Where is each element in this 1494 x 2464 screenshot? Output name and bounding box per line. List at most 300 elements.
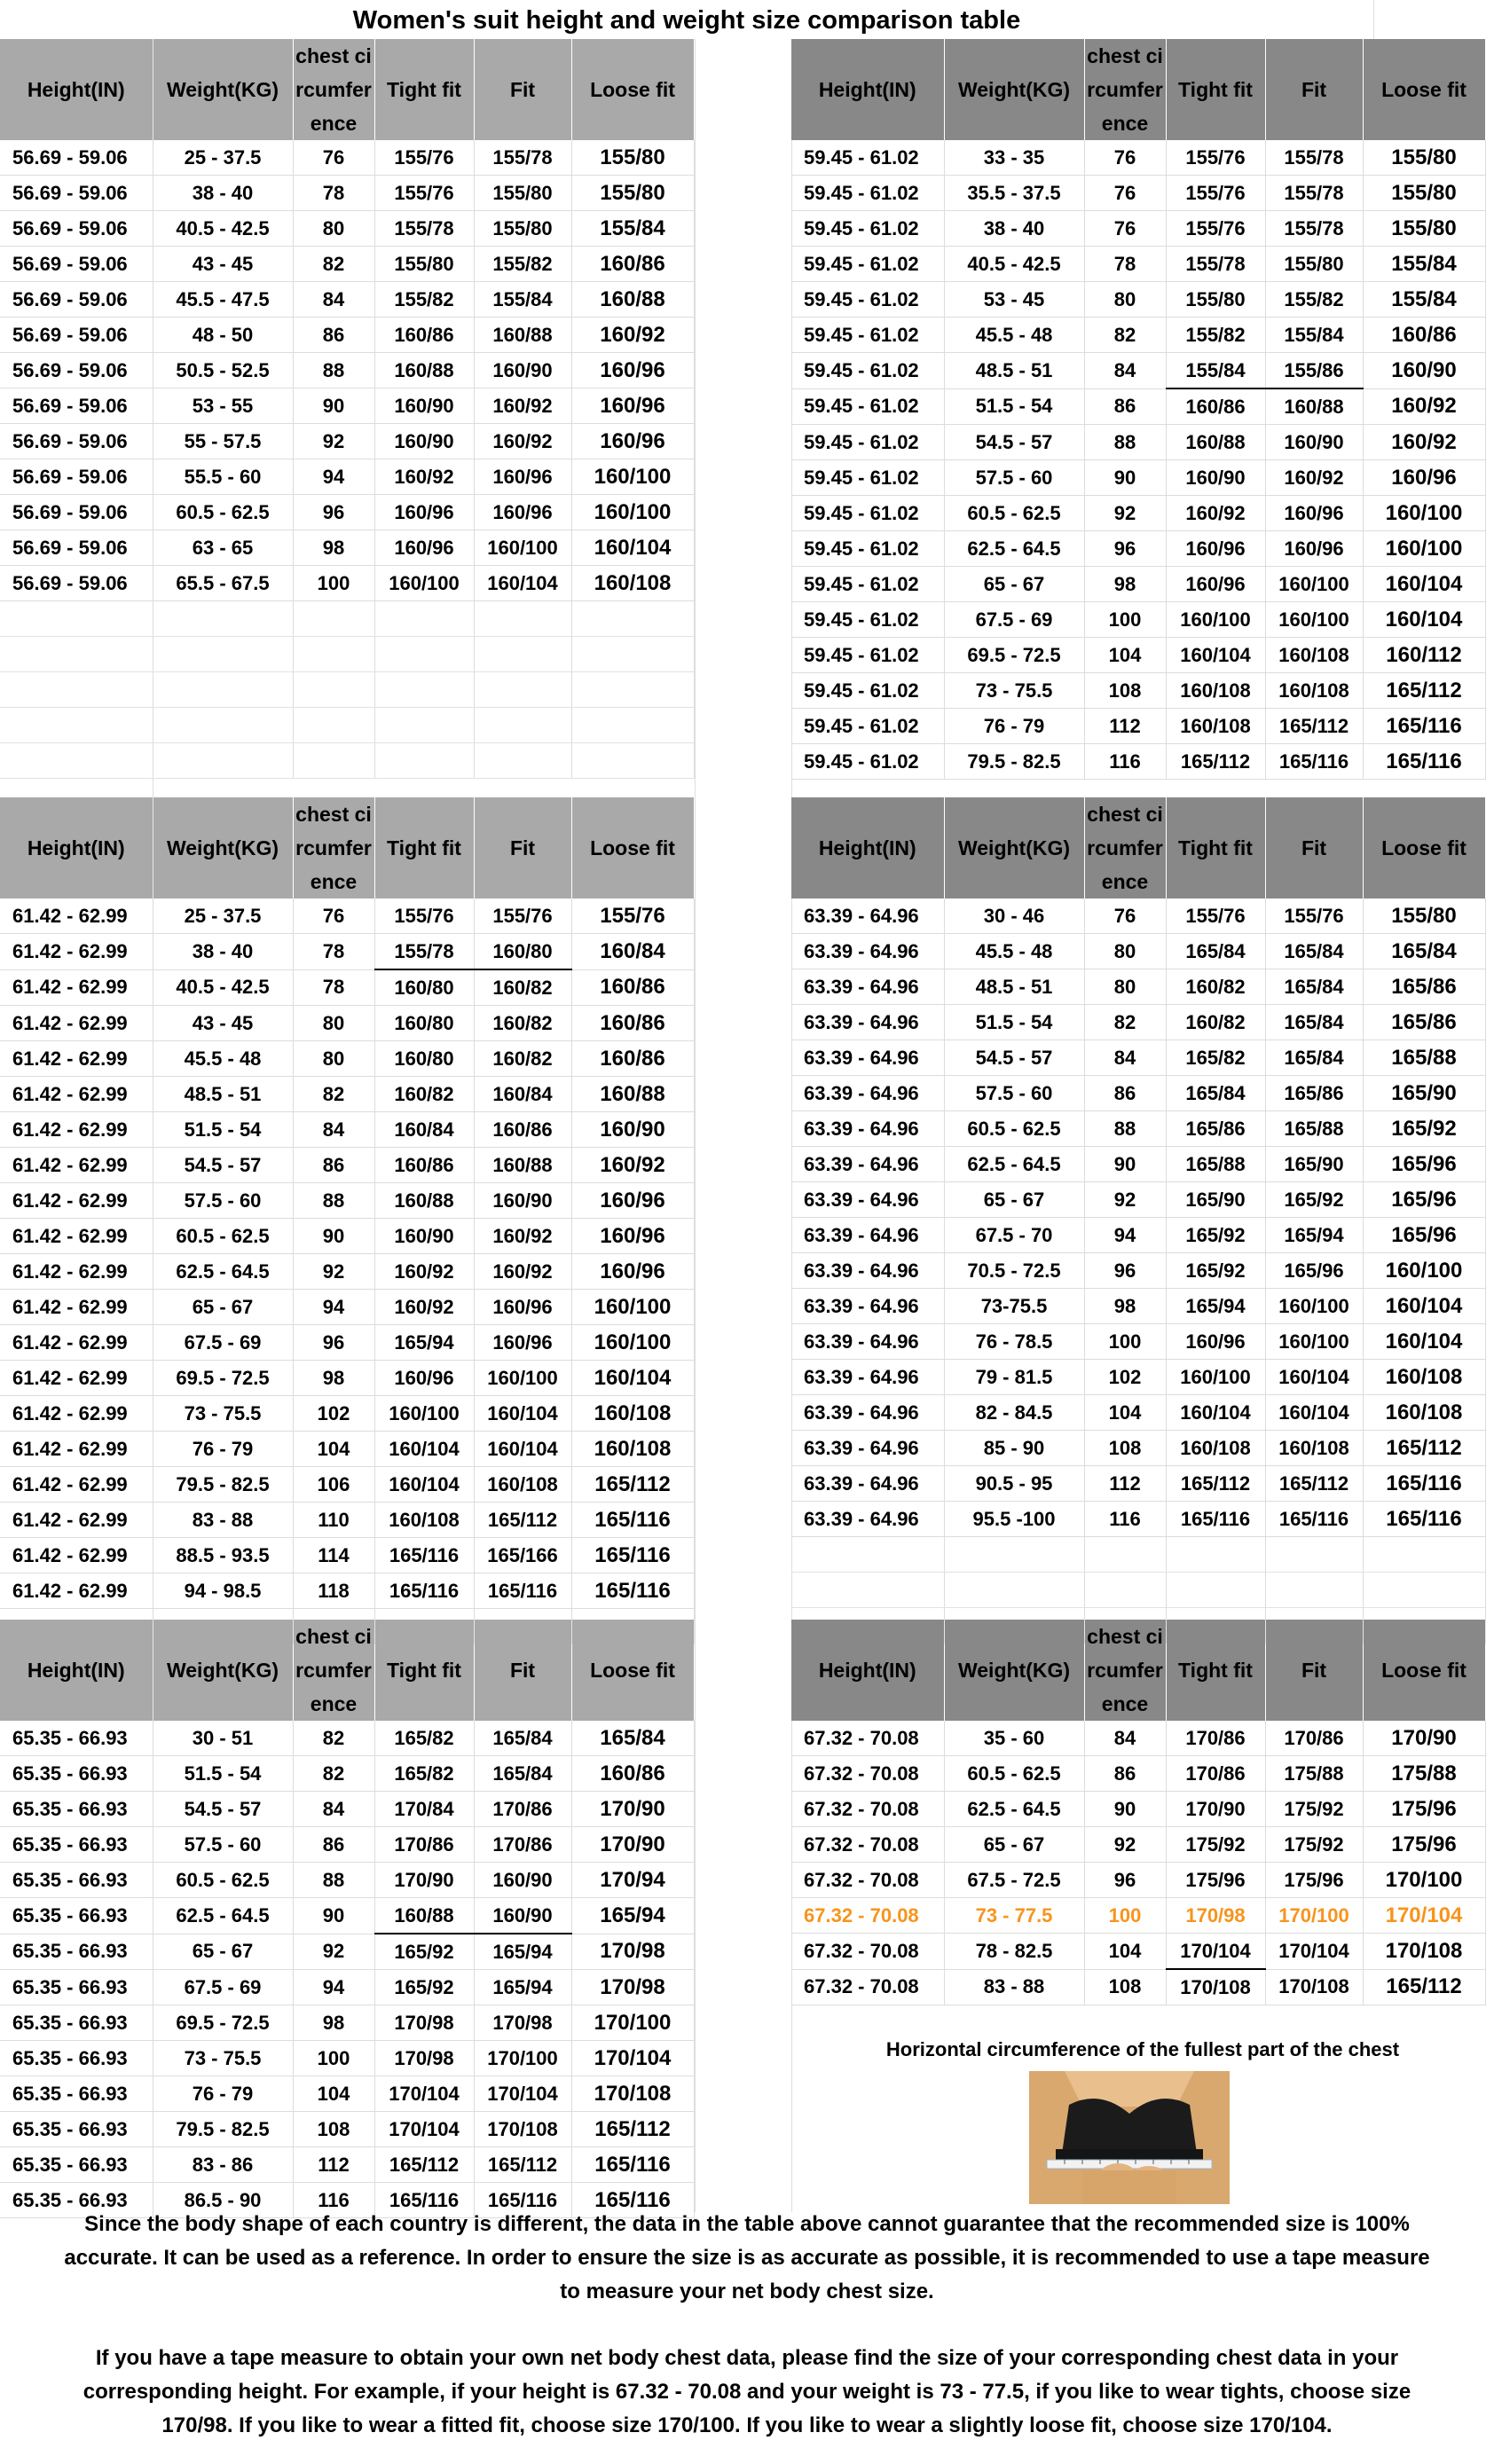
size-table-61-42 <box>0 797 695 1644</box>
table-row <box>791 1040 1485 1076</box>
tight-fit-cell: 165/82 <box>374 1721 474 1756</box>
empty-cell <box>571 672 694 708</box>
chest-cell: 116 <box>1084 744 1166 780</box>
height-cell: 67.32 - 70.08 <box>791 1756 944 1792</box>
weight-cell: 60.5 - 62.5 <box>153 1219 293 1254</box>
weight-cell: 76 - 79 <box>153 2076 293 2112</box>
height-cell: 67.32 - 70.08 <box>791 1721 944 1756</box>
fit-cell: 160/82 <box>474 1006 571 1041</box>
height-cell: 59.45 - 61.02 <box>791 388 944 425</box>
size-table-59-45 <box>791 39 1486 780</box>
loose-fit-cell: 165/116 <box>571 1503 694 1538</box>
loose-fit-cell: 165/96 <box>1363 1218 1485 1253</box>
tight-fit-cell: 160/96 <box>1166 567 1265 602</box>
loose-fit-cell: 170/108 <box>571 2076 694 2112</box>
height-cell: 65.35 - 66.93 <box>0 1792 153 1827</box>
loose-fit-cell: 165/86 <box>1363 1005 1485 1040</box>
height-cell: 63.39 - 64.96 <box>791 1502 944 1537</box>
height-cell: 56.69 - 59.06 <box>0 282 153 318</box>
empty-cell <box>0 601 153 637</box>
loose-fit-cell: 160/100 <box>1363 531 1485 567</box>
weight-cell: 40.5 - 42.5 <box>153 969 293 1006</box>
empty-cell <box>474 743 571 779</box>
chest-header-line: chest ci <box>1087 803 1163 826</box>
weight-cell: 62.5 - 64.5 <box>153 1898 293 1934</box>
chest-cell: 82 <box>293 247 374 282</box>
table-header-row <box>0 797 694 898</box>
table-row <box>0 969 694 1006</box>
note-line: corresponding height. For example, if your height is 67.32 - 70.08 and your weight is 73 - 77.5, if you like to wear tights, choose size <box>83 2380 1411 2404</box>
fit-cell: 160/108 <box>474 1467 571 1503</box>
page-title: Women's suit height and weight size comparison table <box>352 6 1021 35</box>
table-row <box>791 353 1485 389</box>
tight-fit-cell: 170/84 <box>374 1792 474 1827</box>
chest-cell: 82 <box>293 1756 374 1792</box>
height-cell: 63.39 - 64.96 <box>791 1431 944 1466</box>
chest-cell: 116 <box>293 2183 374 2218</box>
empty-cell <box>571 637 694 672</box>
tight-fit-cell: 160/88 <box>374 353 474 388</box>
empty-cell <box>791 1537 944 1573</box>
table-row <box>791 460 1485 496</box>
tight-fit-cell: 170/104 <box>374 2076 474 2112</box>
fit-cell: 160/92 <box>474 1254 571 1290</box>
fit-cell: 160/108 <box>1265 638 1363 673</box>
loose-fit-cell: 160/86 <box>571 247 694 282</box>
table-row <box>0 353 694 388</box>
column-header-weight: Weight(KG) <box>153 1620 293 1721</box>
weight-cell: 67.5 - 69 <box>153 1970 293 2005</box>
height-cell: 61.42 - 62.99 <box>0 1148 153 1183</box>
weight-cell: 51.5 - 54 <box>153 1756 293 1792</box>
tight-fit-cell: 155/78 <box>374 211 474 247</box>
table-row <box>0 530 694 566</box>
table-row <box>791 673 1485 709</box>
weight-cell: 60.5 - 62.5 <box>944 1756 1084 1792</box>
size-table-63-39 <box>791 797 1486 1644</box>
empty-cell <box>374 637 474 672</box>
table-row <box>791 1721 1485 1756</box>
empty-cell <box>153 601 293 637</box>
column-header-weight: Weight(KG) <box>153 797 293 898</box>
size-table-56-69 <box>0 39 695 779</box>
table-row <box>0 176 694 211</box>
empty-cell <box>374 601 474 637</box>
fit-cell: 165/112 <box>1265 1466 1363 1502</box>
fit-cell: 155/80 <box>474 176 571 211</box>
height-cell: 59.45 - 61.02 <box>791 496 944 531</box>
chest-cell: 82 <box>1084 1005 1166 1040</box>
chest-cell: 88 <box>293 353 374 388</box>
weight-cell: 62.5 - 64.5 <box>944 1792 1084 1827</box>
table-row <box>0 2076 694 2112</box>
chest-cell: 90 <box>1084 1147 1166 1182</box>
table-row <box>791 176 1485 211</box>
tight-fit-cell: 155/76 <box>1166 140 1265 176</box>
table-row <box>791 567 1485 602</box>
empty-row <box>0 672 694 708</box>
tight-fit-cell: 160/82 <box>1166 969 1265 1005</box>
weight-cell: 86.5 - 90 <box>153 2183 293 2218</box>
fit-cell: 160/92 <box>474 388 571 424</box>
empty-cell <box>571 601 694 637</box>
tight-fit-cell: 165/82 <box>374 1756 474 1792</box>
tight-fit-cell: 160/88 <box>374 1898 474 1934</box>
table-row <box>791 1792 1485 1827</box>
weight-cell: 65.5 - 67.5 <box>153 566 293 601</box>
loose-fit-cell: 155/84 <box>1363 247 1485 282</box>
fit-cell: 165/84 <box>474 1721 571 1756</box>
chest-header-line: rcumfer <box>1087 836 1163 859</box>
empty-cell <box>153 743 293 779</box>
weight-cell: 90.5 - 95 <box>944 1466 1084 1502</box>
fit-cell: 155/78 <box>1265 176 1363 211</box>
fit-cell: 165/88 <box>1265 1111 1363 1147</box>
chest-cell: 92 <box>293 424 374 459</box>
loose-fit-cell: 165/92 <box>1363 1111 1485 1147</box>
height-cell: 56.69 - 59.06 <box>0 495 153 530</box>
chest-cell: 94 <box>1084 1218 1166 1253</box>
weight-cell: 69.5 - 72.5 <box>153 1361 293 1396</box>
table-row <box>0 1432 694 1467</box>
tight-fit-cell: 155/76 <box>1166 898 1265 934</box>
column-header-tight-fit: Tight fit <box>374 797 474 898</box>
table-row <box>0 424 694 459</box>
fit-cell: 160/100 <box>1265 567 1363 602</box>
loose-fit-cell: 160/104 <box>1363 1324 1485 1360</box>
loose-fit-cell: 165/112 <box>571 1467 694 1503</box>
height-cell: 59.45 - 61.02 <box>791 247 944 282</box>
loose-fit-cell: 165/86 <box>1363 969 1485 1005</box>
weight-cell: 79.5 - 82.5 <box>153 2112 293 2147</box>
column-header-chest <box>293 797 374 898</box>
chest-cell: 96 <box>1084 1253 1166 1289</box>
fit-cell: 165/112 <box>474 2147 571 2183</box>
height-cell: 61.42 - 62.99 <box>0 1254 153 1290</box>
table-row <box>791 1969 1485 2005</box>
height-cell: 56.69 - 59.06 <box>0 388 153 424</box>
height-cell: 61.42 - 62.99 <box>0 969 153 1006</box>
tight-fit-cell: 160/80 <box>374 1041 474 1077</box>
loose-fit-cell: 160/86 <box>1363 318 1485 353</box>
fit-cell: 170/98 <box>474 2005 571 2041</box>
chest-cell: 110 <box>293 1503 374 1538</box>
height-cell: 59.45 - 61.02 <box>791 176 944 211</box>
tight-fit-cell: 160/90 <box>1166 460 1265 496</box>
chest-cell: 76 <box>1084 140 1166 176</box>
table-row <box>0 934 694 970</box>
table-row <box>791 638 1485 673</box>
table-row <box>0 1148 694 1183</box>
weight-cell: 51.5 - 54 <box>944 1005 1084 1040</box>
tight-fit-cell: 155/84 <box>1166 353 1265 389</box>
chest-cell: 80 <box>293 1006 374 1041</box>
chest-cell: 84 <box>293 1112 374 1148</box>
tight-fit-cell: 160/88 <box>374 1183 474 1219</box>
chest-cell: 108 <box>293 2112 374 2147</box>
fit-cell: 170/104 <box>1265 1934 1363 1970</box>
loose-fit-cell: 160/86 <box>571 1041 694 1077</box>
chest-cell: 88 <box>293 1863 374 1898</box>
chest-cell: 76 <box>1084 898 1166 934</box>
height-cell: 67.32 - 70.08 <box>791 1827 944 1863</box>
chest-cell: 78 <box>293 176 374 211</box>
loose-fit-cell: 160/108 <box>1363 1360 1485 1395</box>
chest-measurement-photo <box>1029 2071 1230 2204</box>
loose-fit-cell: 155/80 <box>571 176 694 211</box>
tight-fit-cell: 170/86 <box>374 1827 474 1863</box>
weight-cell: 79.5 - 82.5 <box>944 744 1084 780</box>
tight-fit-cell: 165/112 <box>1166 1466 1265 1502</box>
loose-fit-cell: 165/116 <box>1363 744 1485 780</box>
chest-cell: 86 <box>293 1827 374 1863</box>
chest-cell: 104 <box>1084 1934 1166 1970</box>
chest-cell: 112 <box>293 2147 374 2183</box>
loose-fit-cell: 170/90 <box>571 1827 694 1863</box>
loose-fit-cell: 160/96 <box>571 1219 694 1254</box>
table-row <box>791 425 1485 460</box>
tight-fit-cell: 160/96 <box>374 1361 474 1396</box>
table-row <box>0 1254 694 1290</box>
fit-cell: 160/100 <box>474 530 571 566</box>
column-header-height: Height(IN) <box>791 1620 944 1721</box>
disclaimer-note <box>0 2208 1494 2309</box>
loose-fit-cell: 170/90 <box>1363 1721 1485 1756</box>
chest-cell: 96 <box>1084 531 1166 567</box>
tight-fit-cell: 160/104 <box>374 1467 474 1503</box>
weight-cell: 78 - 82.5 <box>944 1934 1084 1970</box>
height-cell: 63.39 - 64.96 <box>791 934 944 969</box>
tight-fit-cell: 175/92 <box>1166 1827 1265 1863</box>
weight-cell: 79.5 - 82.5 <box>153 1467 293 1503</box>
height-cell: 56.69 - 59.06 <box>0 566 153 601</box>
loose-fit-cell: 175/88 <box>1363 1756 1485 1792</box>
fit-cell: 160/96 <box>474 1290 571 1325</box>
column-header-fit: Fit <box>1265 39 1363 140</box>
loose-fit-cell: 165/112 <box>1363 673 1485 709</box>
fit-cell: 155/80 <box>1265 247 1363 282</box>
chest-cell: 116 <box>1084 1502 1166 1537</box>
chest-cell: 92 <box>1084 1827 1166 1863</box>
height-cell: 65.35 - 66.93 <box>0 1721 153 1756</box>
column-header-loose-fit: Loose fit <box>1363 39 1485 140</box>
weight-cell: 54.5 - 57 <box>944 425 1084 460</box>
table-row <box>791 1395 1485 1431</box>
weight-cell: 67.5 - 72.5 <box>944 1863 1084 1898</box>
loose-fit-cell: 160/88 <box>571 282 694 318</box>
loose-fit-cell: 170/108 <box>1363 1934 1485 1970</box>
fit-cell: 155/78 <box>1265 140 1363 176</box>
tight-fit-cell: 160/96 <box>374 530 474 566</box>
fit-cell: 155/84 <box>1265 318 1363 353</box>
fit-cell: 160/108 <box>1265 673 1363 709</box>
tight-fit-cell: 160/84 <box>374 1112 474 1148</box>
tight-fit-cell: 155/82 <box>374 282 474 318</box>
empty-cell <box>153 672 293 708</box>
height-cell: 65.35 - 66.93 <box>0 2076 153 2112</box>
weight-cell: 57.5 - 60 <box>944 460 1084 496</box>
fit-cell: 170/104 <box>474 2076 571 2112</box>
height-cell: 56.69 - 59.06 <box>0 353 153 388</box>
chest-header-line: ence <box>310 112 358 135</box>
fit-cell: 160/104 <box>474 1432 571 1467</box>
fit-cell: 165/116 <box>1265 744 1363 780</box>
loose-fit-cell: 160/86 <box>571 1756 694 1792</box>
weight-cell: 40.5 - 42.5 <box>153 211 293 247</box>
fit-cell: 160/108 <box>1265 1431 1363 1466</box>
table-header-row <box>791 797 1485 898</box>
table-row <box>791 744 1485 780</box>
table-row <box>791 247 1485 282</box>
chest-cell: 96 <box>293 495 374 530</box>
weight-cell: 57.5 - 60 <box>153 1183 293 1219</box>
table-row <box>791 318 1485 353</box>
weight-cell: 60.5 - 62.5 <box>153 1863 293 1898</box>
chest-cell: 82 <box>293 1077 374 1112</box>
empty-cell <box>1084 1537 1166 1573</box>
fit-cell: 160/90 <box>474 1863 571 1898</box>
loose-fit-cell: 160/100 <box>1363 496 1485 531</box>
height-cell: 65.35 - 66.93 <box>0 1827 153 1863</box>
empty-row <box>0 743 694 779</box>
table-row <box>0 1538 694 1573</box>
column-header-weight: Weight(KG) <box>944 39 1084 140</box>
height-cell: 61.42 - 62.99 <box>0 1183 153 1219</box>
fit-cell: 155/76 <box>474 898 571 934</box>
loose-fit-cell: 160/100 <box>571 1325 694 1361</box>
height-cell: 65.35 - 66.93 <box>0 1863 153 1898</box>
chest-cell: 112 <box>1084 709 1166 744</box>
chest-cell: 98 <box>293 2005 374 2041</box>
chest-cell: 104 <box>1084 638 1166 673</box>
table-row <box>0 898 694 934</box>
chest-cell: 100 <box>1084 1898 1166 1934</box>
weight-cell: 53 - 55 <box>153 388 293 424</box>
height-cell: 63.39 - 64.96 <box>791 1253 944 1289</box>
table-row <box>0 1503 694 1538</box>
height-cell: 65.35 - 66.93 <box>0 2183 153 2218</box>
tight-fit-cell: 160/108 <box>1166 1431 1265 1466</box>
column-header-tight-fit: Tight fit <box>1166 797 1265 898</box>
empty-cell <box>571 708 694 743</box>
loose-fit-cell: 170/90 <box>571 1792 694 1827</box>
chest-header-line: rcumfer <box>1087 1659 1163 1682</box>
chest-cell: 86 <box>293 1148 374 1183</box>
weight-cell: 45.5 - 48 <box>944 934 1084 969</box>
weight-cell: 43 - 45 <box>153 247 293 282</box>
chest-cell: 92 <box>293 1254 374 1290</box>
fit-cell: 170/108 <box>474 2112 571 2147</box>
tight-fit-cell: 160/86 <box>374 318 474 353</box>
empty-cell <box>1265 1537 1363 1573</box>
chest-cell: 80 <box>1084 969 1166 1005</box>
empty-cell <box>293 637 374 672</box>
chest-cell: 84 <box>293 1792 374 1827</box>
column-header-fit: Fit <box>1265 1620 1363 1721</box>
fit-cell: 165/94 <box>1265 1218 1363 1253</box>
height-cell: 59.45 - 61.02 <box>791 282 944 318</box>
empty-cell <box>293 672 374 708</box>
height-cell: 61.42 - 62.99 <box>0 1325 153 1361</box>
tight-fit-cell: 170/98 <box>374 2041 474 2076</box>
height-cell: 63.39 - 64.96 <box>791 1111 944 1147</box>
table-row <box>791 1253 1485 1289</box>
table-row <box>0 318 694 353</box>
table-row <box>0 1219 694 1254</box>
table-row <box>791 898 1485 934</box>
weight-cell: 51.5 - 54 <box>153 1112 293 1148</box>
table-row <box>791 1502 1485 1537</box>
loose-fit-cell: 170/104 <box>571 2041 694 2076</box>
chest-cell: 98 <box>293 1361 374 1396</box>
size-table-65-35 <box>0 1620 695 2218</box>
fit-cell: 160/82 <box>474 969 571 1006</box>
loose-fit-cell: 165/112 <box>1363 1969 1485 2005</box>
chest-header-line: ence <box>1101 1692 1149 1715</box>
height-cell: 61.42 - 62.99 <box>0 1290 153 1325</box>
fit-cell: 165/84 <box>474 1756 571 1792</box>
height-cell: 56.69 - 59.06 <box>0 140 153 176</box>
weight-cell: 51.5 - 54 <box>944 388 1084 425</box>
loose-fit-cell: 155/84 <box>1363 282 1485 318</box>
weight-cell: 25 - 37.5 <box>153 898 293 934</box>
tight-fit-cell: 160/100 <box>1166 1360 1265 1395</box>
chest-cell: 100 <box>293 566 374 601</box>
height-cell: 65.35 - 66.93 <box>0 2147 153 2183</box>
fit-cell: 160/82 <box>474 1041 571 1077</box>
chest-cell: 76 <box>1084 211 1166 247</box>
table-row <box>0 1827 694 1863</box>
chest-cell: 76 <box>293 898 374 934</box>
height-cell: 63.39 - 64.96 <box>791 1182 944 1218</box>
weight-cell: 48 - 50 <box>153 318 293 353</box>
chest-cell: 100 <box>1084 1324 1166 1360</box>
weight-cell: 57.5 - 60 <box>153 1827 293 1863</box>
height-cell: 59.45 - 61.02 <box>791 673 944 709</box>
size-table-67-32 <box>791 1620 1486 2005</box>
loose-fit-cell: 165/116 <box>571 1573 694 1609</box>
loose-fit-cell: 160/100 <box>1363 1253 1485 1289</box>
chest-cell: 108 <box>1084 1431 1166 1466</box>
tight-fit-cell: 160/92 <box>374 1254 474 1290</box>
tight-fit-cell: 165/112 <box>374 2147 474 2183</box>
example-note <box>0 2342 1494 2443</box>
fit-cell: 165/84 <box>1265 1005 1363 1040</box>
tight-fit-cell: 165/112 <box>1166 744 1265 780</box>
chest-cell: 108 <box>1084 673 1166 709</box>
grid-line <box>1373 0 1374 39</box>
weight-cell: 53 - 45 <box>944 282 1084 318</box>
column-header-loose-fit: Loose fit <box>1363 1620 1485 1721</box>
weight-cell: 33 - 35 <box>944 140 1084 176</box>
height-cell: 63.39 - 64.96 <box>791 898 944 934</box>
tight-fit-cell: 155/76 <box>1166 176 1265 211</box>
column-header-tight-fit: Tight fit <box>374 1620 474 1721</box>
weight-cell: 45.5 - 48 <box>944 318 1084 353</box>
table-row <box>791 1289 1485 1324</box>
tight-fit-cell: 165/94 <box>374 1325 474 1361</box>
table-row <box>0 388 694 424</box>
weight-cell: 83 - 88 <box>153 1503 293 1538</box>
height-cell: 67.32 - 70.08 <box>791 1934 944 1970</box>
chest-cell: 84 <box>1084 1040 1166 1076</box>
tight-fit-cell: 155/82 <box>1166 318 1265 353</box>
loose-fit-cell: 160/96 <box>571 388 694 424</box>
tight-fit-cell: 175/96 <box>1166 1863 1265 1898</box>
weight-cell: 79 - 81.5 <box>944 1360 1084 1395</box>
weight-cell: 54.5 - 57 <box>944 1040 1084 1076</box>
note-line: Since the body shape of each country is different, the data in the table above cannot guarantee that the recommended size is 100% <box>84 2212 1410 2236</box>
